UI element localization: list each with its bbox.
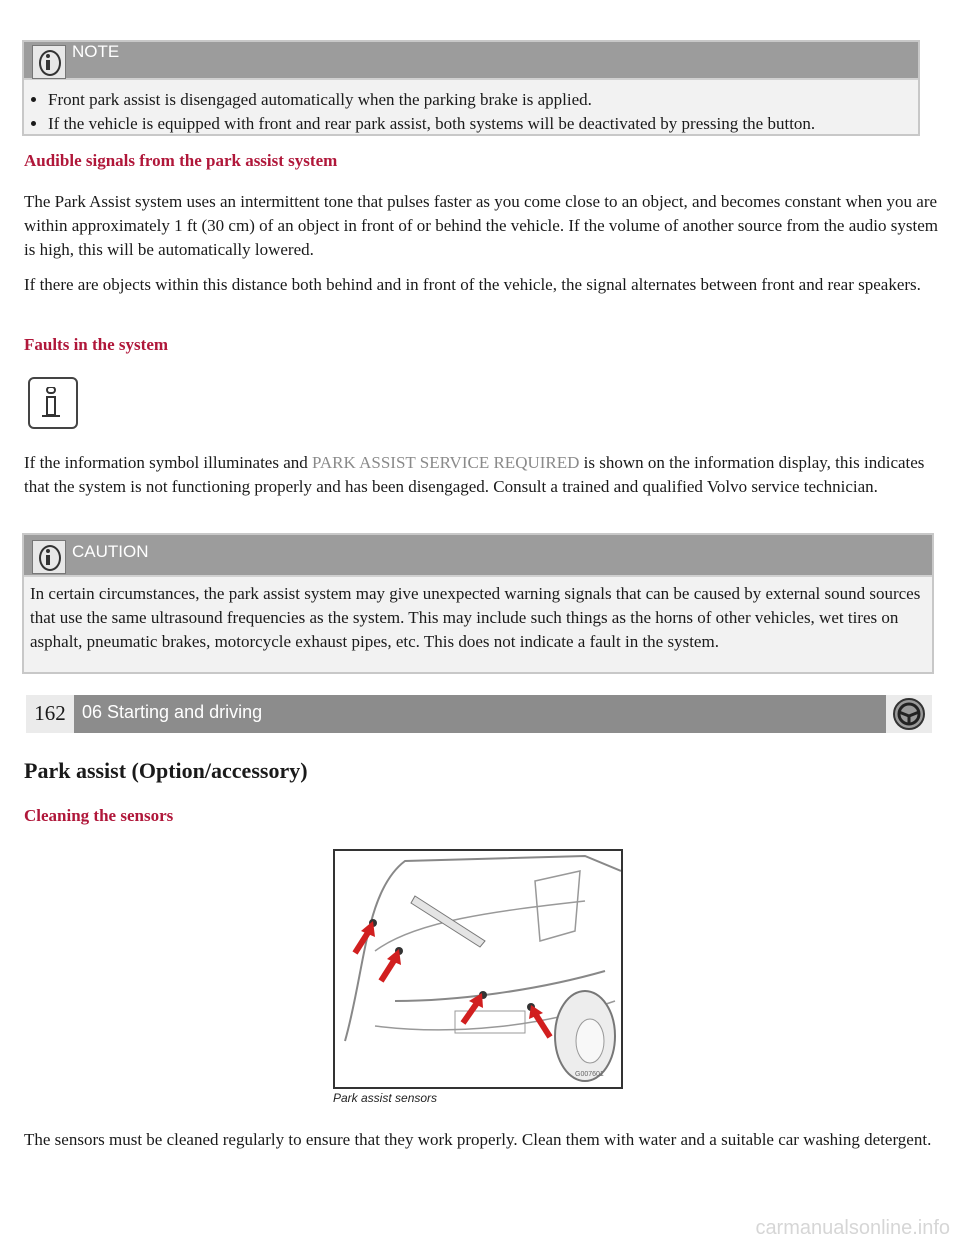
page-title: Park assist (Option/accessory) — [24, 758, 308, 783]
note-title: NOTE — [72, 42, 120, 61]
caution-text: In certain circumstances, the park assist system may give unexpected warning signals that can be caused by external sound sources that use the same ultrasound frequencies as the system. This may include such things as the horns of other vehicles, wet tires on asphalt, pneumatic brakes, motorcycle exhaust pipes, etc. This does not indicate a fault in the system. — [30, 584, 921, 651]
audible-heading: Audible signals from the park assist system — [24, 151, 338, 170]
caution-box — [22, 533, 934, 674]
steering-wheel-icon — [886, 695, 932, 733]
service-message: PARK ASSIST SERVICE REQUIRED — [312, 453, 580, 472]
figure-code: G007601 — [575, 1071, 604, 1078]
chapter-title: 06 Starting and driving — [82, 702, 263, 722]
note-header — [24, 42, 918, 80]
note-item: • Front park assist is disengaged automatically when the parking brake is applied. — [48, 88, 918, 112]
figure-caption: Park assist sensors — [333, 1091, 438, 1105]
cleaning-paragraph: The sensors must be cleaned regularly to ensure that they work properly. Clean them with water and a suitable car washing detergent. — [24, 1130, 932, 1149]
audible-paragraph-2: If there are objects within this distance both behind and in front of the vehicle, the signal alternates between front and rear speakers. — [24, 275, 921, 294]
info-icon — [32, 540, 66, 574]
page-number: 162 — [26, 695, 74, 733]
caution-header — [24, 535, 932, 577]
faults-paragraph — [24, 451, 942, 499]
info-icon — [32, 45, 66, 79]
faults-heading: Faults in the system — [24, 335, 169, 354]
faults-text-before: If the information symbol illuminates and — [24, 453, 313, 472]
faults-text-after: is shown on the information display, this indicates that the system is not functioning properly and has been disengaged. Consult a trained and qualified Volvo service technician. — [24, 453, 925, 496]
information-symbol-icon — [28, 377, 78, 429]
cleaning-heading: Cleaning the sensors — [24, 806, 174, 825]
note-item: • If the vehicle is equipped with front and rear park assist, both systems will be deactivated by pressing the button. — [48, 112, 918, 136]
watermark: carmanualsonline.info — [755, 1217, 950, 1239]
chapter-bar — [26, 695, 932, 733]
park-assist-sensors-figure — [333, 849, 623, 1089]
note-box — [22, 40, 920, 136]
audible-paragraph-1: The Park Assist system uses an intermittent tone that pulses faster as you come close to an object, and becomes constant when you are within approximately 1 ft (30 cm) of an object in front of or behind the vehicle. If the volume of another source from the audio system is high, this will be automatically lowered. — [24, 192, 938, 259]
caution-title: CAUTION — [72, 542, 149, 561]
